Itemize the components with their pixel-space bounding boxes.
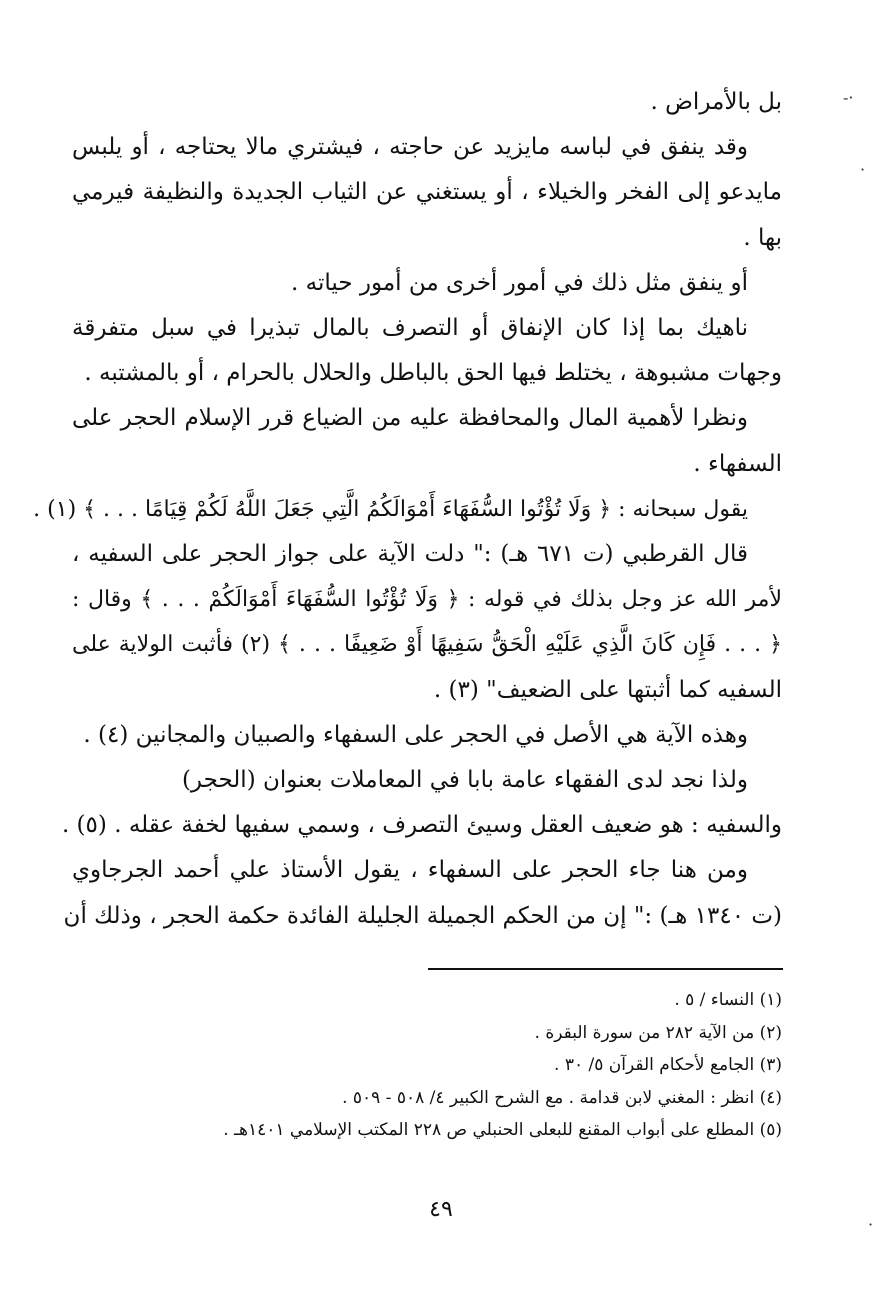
body-line: ناهيك بما إذا كان الإنفاق أو التصرف بالمال تبذيرا في سبل متفرقة: [72, 315, 748, 342]
margin-mark: ·: [868, 1215, 874, 1234]
body-line: بل بالأمراض .: [650, 89, 782, 115]
body-line: ومن هنا جاء الحجر على السفهاء ، يقول الأستاذ علي أحمد الجرجاوي: [72, 857, 748, 884]
quran-verse-line: ﴿ . . . فَإِن كَانَ الَّذِي عَلَيْهِ الْحَقُّ سَفِيهًا أَوْ ضَعِيفًا . . . ﴾ (٢) فأثبت الولاية على: [72, 632, 782, 658]
footnote-item: (١) النساء / ٥ .: [674, 990, 782, 1010]
body-line: ونظرا لأهمية المال والمحافظة عليه من الضياع قرر الإسلام الحجر على: [72, 405, 748, 432]
body-line: السفيه كما أثبتها على الضعيف" (٣) .: [433, 676, 782, 703]
footnote-item: (٤) انظر : المغني لابن قدامة . مع الشرح الكبير ٤/ ٥٠٨ - ٥٠٩ .: [342, 1087, 782, 1108]
body-line: (ت ١٣٤٠ هـ) :" إن من الحكم الجميلة الجليلة الفائدة حكمة الحجر ، وذلك أن: [63, 902, 782, 929]
body-line: والسفيه : هو ضعيف العقل وسيئ التصرف ، وسمي سفيها لخفة عقله . (٥) .: [61, 812, 782, 839]
margin-mark: -·: [843, 88, 854, 107]
page-number: ٤٩: [429, 1197, 453, 1222]
body-line: وجهات مشبوهة ، يختلط فيها الحق بالباطل والحلال بالحرام ، أو بالمشتبه .: [84, 360, 782, 387]
footnotes: [120, 984, 782, 1147]
body-line: مايدعو إلى الفخر والخيلاء ، أو يستغني عن الثياب الجديدة والنظيفة فيرمي: [72, 179, 782, 206]
body-line: بها .: [743, 224, 782, 251]
body-text: [33, 80, 782, 939]
footnote-separator: [428, 968, 783, 970]
quran-verse-line: لأمر الله عز وجل بذلك في قوله : ﴿ وَلَا تُؤْتُوا السُّفَهَاءَ أَمْوَالَكُمْ . . . ﴾ وقال :: [72, 587, 782, 613]
margin-mark: ·: [860, 160, 866, 179]
footnote-item: (٢) من الآية ٢٨٢ من سورة البقرة .: [534, 1022, 782, 1043]
body-line: ولذا نجد لدى الفقهاء عامة بابا في المعاملات بعنوان (الحجر): [181, 767, 748, 794]
footnote-item: (٣) الجامع لأحكام القرآن ٥/ ٣٠ .: [554, 1055, 782, 1075]
quran-verse-line: يقول سبحانه : ﴿ وَلَا تُؤْتُوا السُّفَهَاءَ أَمْوَالَكُمُ الَّتِي جَعَلَ اللَّهُ لَكُمْ قِيَامًا . . . ﴾ (١) .: [33, 496, 748, 522]
body-line: أو ينفق مثل ذلك في أمور أخرى من أمور حياته .: [291, 269, 748, 296]
body-line: السفهاء .: [693, 450, 782, 477]
body-line: وهذه الآية هي الأصل في الحجر على السفهاء والصبيان والمجانين (٤) .: [83, 721, 748, 748]
footnote-item: (٥) المطلع على أبواب المقنع للبعلى الحنبلي ص ٢٢٨ المكتب الإسلامي ١٤٠١هـ .: [223, 1120, 782, 1140]
body-line: وقد ينفق في لباسه مايزيد عن حاجته ، فيشتري مالا يحتاجه ، أو يلبس: [72, 134, 748, 161]
body-line: قال القرطبي (ت ٦٧١ هـ) :" دلت الآية على جواز الحجر على السفيه ،: [72, 541, 748, 568]
